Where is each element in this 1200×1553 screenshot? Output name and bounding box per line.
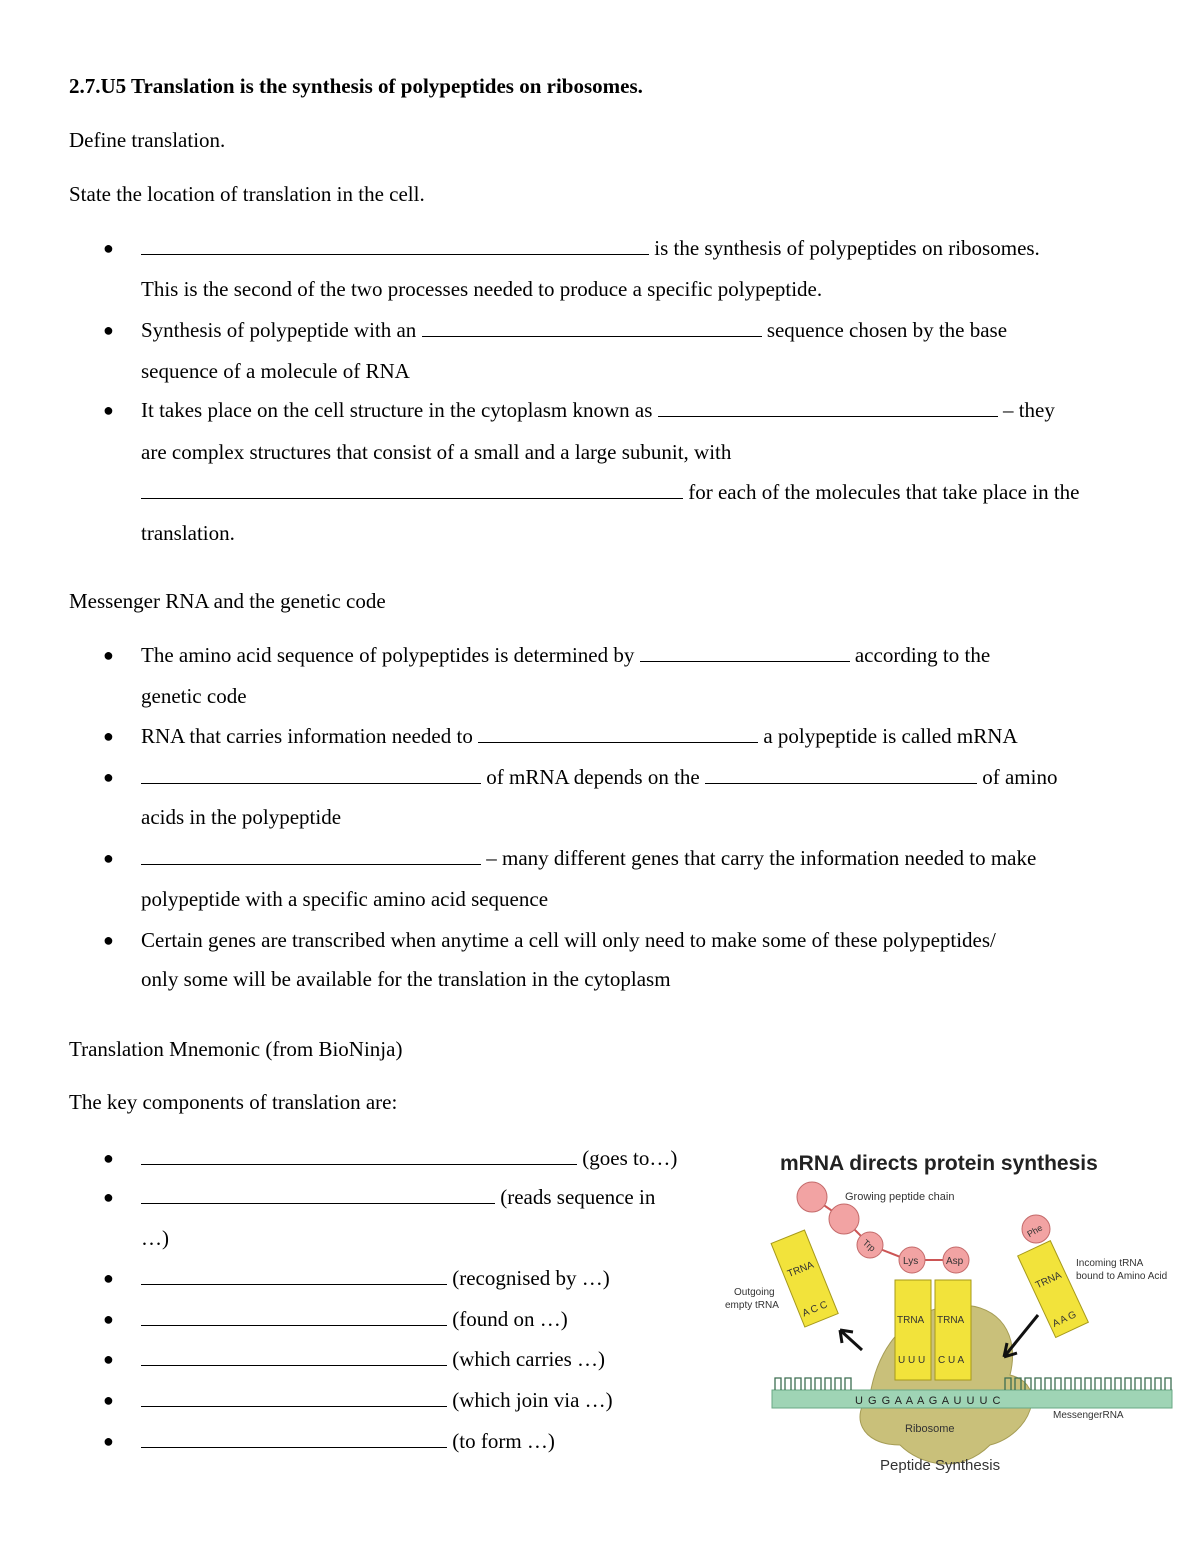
outgoing-label: Outgoing	[734, 1287, 775, 1298]
bullet-icon: ●	[103, 848, 114, 868]
blank-field[interactable]	[141, 1185, 495, 1204]
svg-text:TRNA: TRNA	[897, 1315, 925, 1326]
list-item: (reads sequence in	[141, 1185, 655, 1210]
bullet-icon: ●	[103, 767, 114, 787]
list-item: of mRNA depends on the of amino	[141, 765, 1057, 790]
bullet-icon: ●	[103, 1187, 114, 1207]
bullet-icon: ●	[103, 645, 114, 665]
item-continuation: polypeptide with a specific amino acid sequence	[141, 887, 549, 911]
list-item	[141, 236, 1040, 261]
list-item: – many different genes that carry the information needed to make	[141, 846, 1036, 871]
list-item: (found on …)	[141, 1307, 568, 1332]
anticodon-cua: C U A	[938, 1355, 965, 1366]
svg-text:Lys: Lys	[903, 1256, 919, 1267]
bullet-icon: ●	[103, 1431, 114, 1451]
trna-outgoing	[771, 1230, 838, 1327]
bullet-icon: ●	[103, 320, 114, 340]
item-continuation: genetic code	[141, 684, 247, 708]
list-item: Certain genes are transcribed when anytime a cell will only need to make some of these polypeptides/	[141, 928, 996, 952]
svg-text:TRNA: TRNA	[1033, 1269, 1064, 1292]
diagram-caption: Peptide Synthesis	[880, 1457, 1001, 1474]
blank-field[interactable]	[705, 765, 977, 784]
growing-chain-label: Growing peptide chain	[845, 1191, 955, 1203]
svg-text:Asp: Asp	[946, 1256, 964, 1267]
item-continuation: acids in the polypeptide	[141, 805, 342, 829]
question-location: State the location of translation in the cell.	[69, 182, 425, 206]
amino-acid-circle	[797, 1182, 827, 1212]
bullet-icon: ●	[103, 1148, 114, 1168]
intro-text: The key components of translation are:	[69, 1090, 398, 1114]
list-item: (which join via …)	[141, 1388, 613, 1413]
blank-field[interactable]	[141, 1307, 447, 1326]
page-title: 2.7.U5 Translation is the synthesis of polypeptides on ribosomes.	[69, 74, 643, 98]
item-continuation: translation.	[141, 521, 235, 545]
list-item: (to form …)	[141, 1429, 555, 1454]
list-item: (recognised by …)	[141, 1266, 610, 1291]
outgoing-label-2: empty tRNA	[725, 1300, 779, 1311]
bullet-icon: ●	[103, 1349, 114, 1369]
blank-field[interactable]	[141, 1429, 447, 1448]
bullet-icon: ●	[103, 1268, 114, 1288]
ribosome-label: Ribosome	[905, 1423, 955, 1435]
list-item: Synthesis of polypeptide with an sequence chosen by the base	[141, 318, 1008, 342]
list-item: The amino acid sequence of polypeptides is determined by according to the	[141, 643, 991, 667]
item-text: is the synthesis of polypeptides on ribosomes.	[654, 236, 1040, 260]
blank-field[interactable]	[141, 1266, 447, 1285]
blank-field[interactable]	[478, 724, 758, 743]
blank-field[interactable]	[422, 318, 762, 337]
svg-text:TRNA: TRNA	[786, 1259, 816, 1281]
blank-field[interactable]	[141, 846, 481, 865]
diagram-title: mRNA directs protein synthesis	[780, 1152, 1098, 1175]
bullet-icon: ●	[103, 238, 114, 258]
amino-acid-circle	[829, 1204, 859, 1234]
list-item: (goes to…)	[141, 1146, 677, 1171]
blank-field[interactable]	[141, 1146, 577, 1165]
question-define: Define translation.	[69, 128, 226, 152]
list-item: RNA that carries information needed to a polypeptide is called mRNA	[141, 724, 1018, 748]
blank-field[interactable]	[141, 765, 481, 784]
anticodon-uuu: U U U	[898, 1355, 926, 1366]
item-continuation: …)	[141, 1226, 169, 1250]
blank-field[interactable]	[640, 643, 850, 662]
section-heading: Messenger RNA and the genetic code	[69, 589, 386, 613]
svg-text:A C C: A C C	[800, 1299, 830, 1320]
blank-field[interactable]	[658, 398, 998, 417]
mrna-sequence: U G G A A A G A U U U C	[855, 1395, 1002, 1407]
svg-text:Trp: Trp	[860, 1237, 878, 1254]
item-continuation: for each of the molecules that take place in the	[141, 480, 1080, 505]
blank-field[interactable]	[141, 1388, 447, 1407]
blank-field[interactable]	[141, 480, 683, 499]
item-continuation: sequence of a molecule of RNA	[141, 359, 410, 383]
blank-field[interactable]	[141, 236, 649, 255]
bullet-icon: ●	[103, 1390, 114, 1410]
trna-incoming	[1018, 1241, 1089, 1338]
svg-text:A A G: A A G	[1050, 1309, 1079, 1330]
list-item: It takes place on the cell structure in the cytoplasm known as – they	[141, 398, 1055, 422]
list-item: (which carries …)	[141, 1347, 605, 1372]
section-heading: Translation Mnemonic (from BioNinja)	[69, 1037, 403, 1061]
blank-field[interactable]	[141, 1347, 447, 1366]
bullet-icon: ●	[103, 400, 114, 420]
item-continuation: are complex structures that consist of a small and a large subunit, with	[141, 440, 732, 464]
svg-text:TRNA: TRNA	[937, 1315, 965, 1326]
bullet-icon: ●	[103, 726, 114, 746]
messenger-label: MessengerRNA	[1053, 1410, 1124, 1421]
item-continuation: This is the second of the two processes needed to produce a specific polypeptide.	[141, 277, 823, 301]
svg-text:Phe: Phe	[1025, 1222, 1045, 1240]
incoming-label: Incoming tRNA	[1076, 1258, 1144, 1269]
arrow-out-icon	[840, 1330, 862, 1350]
incoming-label-2: bound to Amino Acid	[1076, 1271, 1168, 1282]
bullet-icon: ●	[103, 930, 114, 950]
item-continuation: only some will be available for the translation in the cytoplasm	[141, 967, 671, 991]
translation-diagram	[720, 1145, 1200, 1505]
bullet-icon: ●	[103, 1309, 114, 1329]
